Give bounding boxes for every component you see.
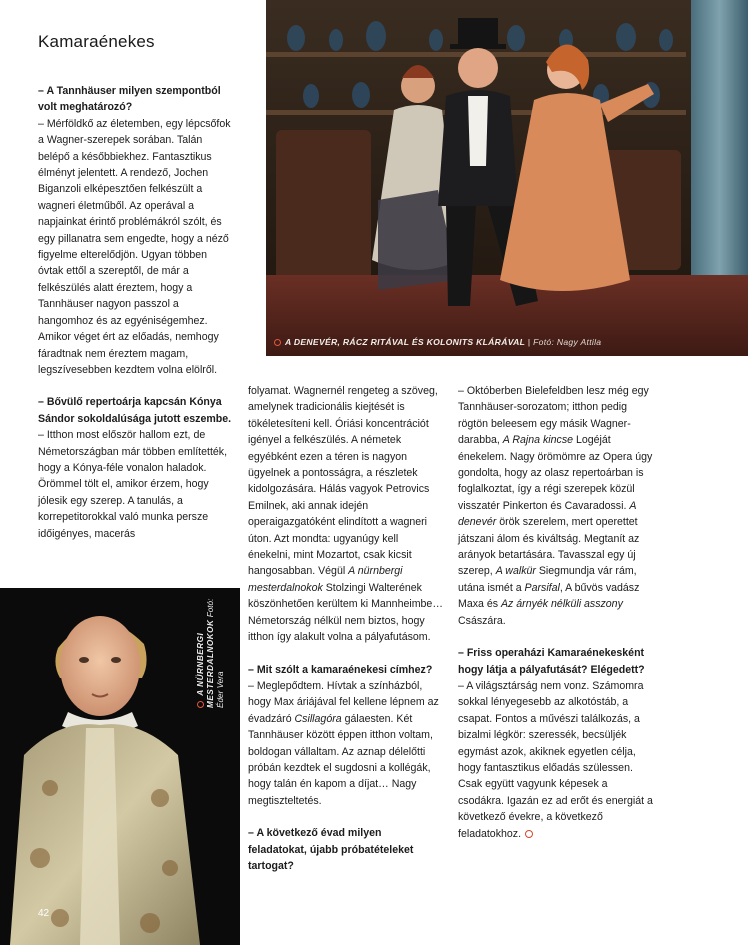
answer-1: – Mérföldkő az életemben, egy lépcsőfok a Wagner-szerepek sorában. Talán belépő a későbbiekhez. Fantasztikus élményt jelentett. A rendező, Jochen Biganzoli elképesztően felkészült a wagneri életműből. Az operával a napjainkat érintő problémákról szólt, és egy pillanatra sem engedte, hogy a néző figyelme elterelődjön. Ugyan többen óvtak ettől a szereptől, de már a felkészülés alatt éreztem, hogy a Tannhäuser nagyon passzol a hangomhoz és az egyéniségemhez. Amikor véget ért az előadás, nemhogy fáradtnak nem éreztem magam, legszívesebben kezdtem volna elölről. — [38, 117, 231, 376]
opera-title: A nürnbergi mesterdalnokok — [248, 565, 403, 594]
portrait-caption: A NÜRNBERGI MESTERDALNOKOK Fotó: Éder Vera — [196, 598, 225, 708]
end-mark-icon — [525, 830, 533, 838]
answer-3: – Meglepődtem. Hívtak a színházból, hogy Max áriájával fel kellene lépnem az évadzáró Csillagóra gálaesten. Két Tannhäuser között éppen itthon voltam, boldogan vállaltam. Az aznap délelőtti próbán kezdtek el sugdosni a kollégák, hogy talán én kapom a díjat… Nagy megtiszteltetés. — [248, 679, 439, 807]
portrait-photo — [0, 588, 240, 945]
stage-photo-caption: A DENEVÉR, RÁCZ RITÁVAL ÉS KOLONITS KLÁRÁVAL | Fotó: Nagy Attila — [274, 337, 601, 348]
column-1 — [38, 83, 233, 542]
paragraph-col2: folyamat. Wagnernél rengeteg a szöveg, amelynek tradicionális kiejtését is tökéletesíteni kell. Óriási koncentrációt igényel a felkészülés. A németek egyébként ezen a téren is nagyon ügyelnek a pontosságra, a részletek kidolgozására. Hálás vagyok Petrovics Emilnek, aki annak idején operaigazgatóként elindított a wagneri úton. Azt mondta: ugyanúgy kell énekelni, mint Mozartot, csak kicsit hangosabban. Végül A nürnbergi mesterdalnokok Stolzingi Walterének köszönhetően kerültem ki Mannheimbe… Németország nélkül nem biztos, hogy itthon így alakult volna a pályafutásom. — [248, 385, 443, 644]
question-3: – Mit szólt a kamaraénekesi címhez? — [248, 663, 433, 676]
answer-5: – A világsztárság nem vonz. Számomra sokkal lényegesebb az alkotóstáb, a csapat. Fontos a művészi találkozás, a bizalmi légkör: szeressék, becsüljék egymást azok, akiknek egyetlen célja, hogy fantasztikus előadás szülessen. Csak együtt vagyunk képesek a csodákra. Igazán ez ad erőt és energiát a következő évekre, a következő feladatokhoz. — [458, 679, 653, 840]
section-title: Kamaraénekes — [38, 32, 155, 51]
question-4: – A következő évad milyen feladatokat, újabb próbatételeket tartogat? — [248, 827, 414, 872]
column-2 — [248, 383, 443, 874]
stage-photo — [266, 0, 748, 356]
column-3 — [458, 383, 653, 842]
question-1: – A Tannhäuser milyen szempontból volt meghatározó? — [38, 85, 221, 114]
caption-bullet-icon — [198, 701, 205, 708]
page-number: 42 — [38, 908, 50, 919]
stage-scene-illustration — [266, 0, 748, 356]
gala-title: Csillagóra — [294, 712, 342, 725]
answer-4: – Októberben Bielefeldben lesz még egy Tannhäuser-sorozatom; itthon pedig rögtön beleesem egy másik Wagner-darabba, A Rajna kincse Logéját énekelem. Nagy örömömre az Opera úgy gondolta, hogy az olasz repertoárban is foglalkoztat, így a régi szerepek közül visszatér Pinkerton és Cavaradossi. A denevér örök szerelem, mert operettet játszani álom és kiváltság. Megtanít az arányok betartására. Tavasszal egy új szerep, A walkür Siegmundja vár rám, utána ismét a Parsifal, A bűvös vadász Maxa és Az árnyék nélküli asszony Császára. — [458, 385, 653, 627]
caption-bullet-icon — [274, 339, 281, 346]
question-5: – Friss operaházi Kamaraénekesként hogy látja a pályafutását? Elégedett? — [458, 647, 645, 676]
answer-2: – Itthon most először hallom ezt, de Németországban már többen említették, hogy a Kónya-féle vonalon haladok. Örömmel tölt el, amikor érzem, hogy jólesik egy szerep. A tanulás, a korrepetitorokkal való munka persze időigényes, macerás — [38, 429, 228, 540]
question-2: – Bővülő repertoárja kapcsán Kónya Sándor sokoldalúsága jutott eszembe. — [38, 396, 232, 425]
